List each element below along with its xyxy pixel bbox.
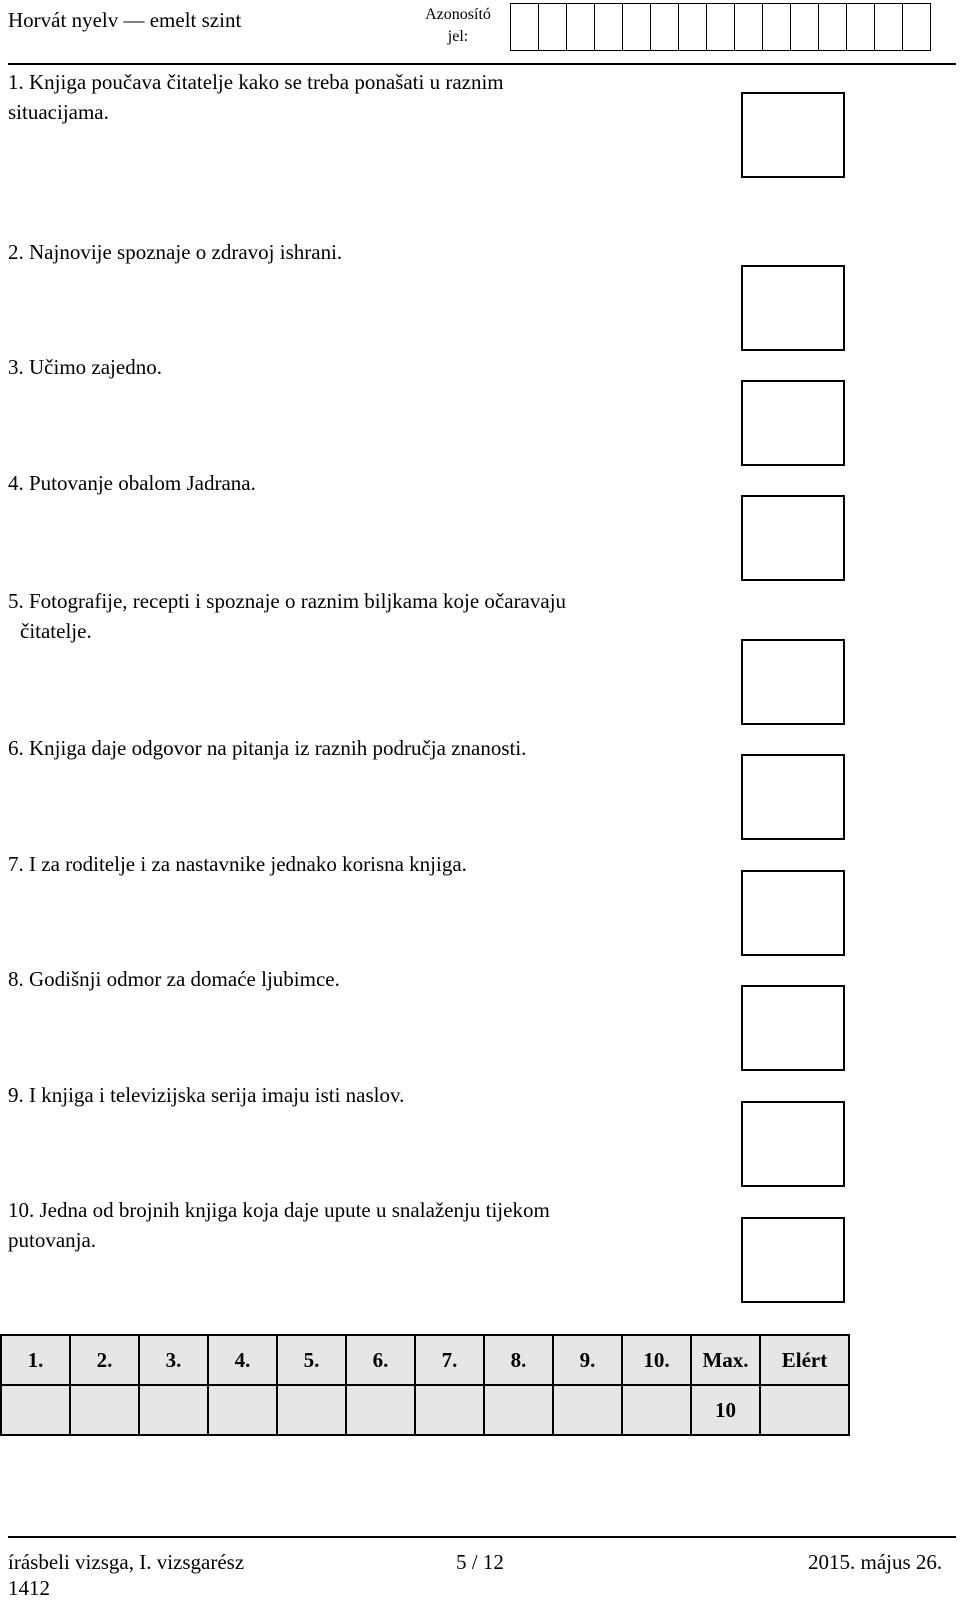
item-2 (8, 237, 708, 267)
answer-box-4[interactable] (741, 495, 845, 581)
id-code-box[interactable] (819, 3, 847, 51)
score-header-cell: Max. (691, 1335, 760, 1385)
item-4-text: 4. Putovanje obalom Jadrana. (8, 471, 256, 495)
score-cell[interactable] (622, 1385, 691, 1435)
item-8-text: 8. Godišnji odmor za domaće ljubimce. (8, 967, 340, 991)
item-9-text: 9. I knjiga i televizijska serija imaju isti naslov. (8, 1083, 405, 1107)
item-9 (8, 1080, 708, 1110)
footer-date: 2015. május 26. (808, 1550, 943, 1574)
id-code-box[interactable] (763, 3, 791, 51)
score-header-cell: 10. (622, 1335, 691, 1385)
item-10 (8, 1195, 708, 1255)
answer-box-6[interactable] (741, 754, 845, 840)
score-header-cell: 2. (70, 1335, 139, 1385)
footer-code: 1412 (8, 1576, 50, 1600)
id-code-box[interactable] (707, 3, 735, 51)
id-code-box[interactable] (651, 3, 679, 51)
score-header-cell: 7. (415, 1335, 484, 1385)
score-cell[interactable] (1, 1385, 70, 1435)
answer-box-10[interactable] (741, 1217, 845, 1303)
score-header-cell: 8. (484, 1335, 553, 1385)
answer-box-5[interactable] (741, 639, 845, 725)
page-header-title: Horvát nyelv — emelt szint (8, 8, 242, 32)
item-1-text: 1. Knjiga poučava čitatelje kako se treba ponašati u raznim (8, 70, 504, 94)
id-code-box[interactable] (567, 3, 595, 51)
item-5 (8, 586, 708, 646)
item-1-text-cont: situacijama. (8, 100, 109, 124)
score-header-cell: 3. (139, 1335, 208, 1385)
answer-box-7[interactable] (741, 870, 845, 956)
item-8 (8, 964, 708, 994)
score-header-cell: 4. (208, 1335, 277, 1385)
header-divider (8, 63, 956, 65)
id-label (418, 4, 498, 48)
score-header-cell: 1. (1, 1335, 70, 1385)
item-2-text: 2. Najnovije spoznaje o zdravoj ishrani. (8, 240, 343, 264)
score-header-row (1, 1335, 849, 1385)
id-code-boxes (510, 3, 931, 51)
score-value-row (1, 1385, 849, 1435)
id-code-box[interactable] (875, 3, 903, 51)
id-code-box[interactable] (903, 3, 931, 51)
item-7 (8, 849, 708, 879)
score-cell[interactable] (553, 1385, 622, 1435)
score-cell[interactable] (208, 1385, 277, 1435)
id-code-box[interactable] (623, 3, 651, 51)
id-label-line2: jel: (447, 28, 469, 45)
item-3-text: 3. Učimo zajedno. (8, 355, 162, 379)
item-5-text-cont: čitatelje. (20, 619, 92, 643)
id-code-box[interactable] (791, 3, 819, 51)
answer-box-9[interactable] (741, 1101, 845, 1187)
item-6 (8, 733, 708, 763)
score-cell[interactable] (415, 1385, 484, 1435)
footer-page-number: 5 / 12 (456, 1550, 504, 1574)
footer-divider (8, 1536, 956, 1538)
score-table (0, 1334, 850, 1436)
score-cell[interactable] (346, 1385, 415, 1435)
answer-box-2[interactable] (741, 265, 845, 351)
item-4 (8, 468, 708, 498)
score-cell[interactable] (277, 1385, 346, 1435)
id-label-line1: Azonosító (425, 6, 491, 23)
score-header-cell: 6. (346, 1335, 415, 1385)
id-code-box[interactable] (595, 3, 623, 51)
score-cell[interactable] (139, 1385, 208, 1435)
score-cell[interactable] (484, 1385, 553, 1435)
id-code-box[interactable] (511, 3, 539, 51)
id-code-box[interactable] (735, 3, 763, 51)
id-code-box[interactable] (679, 3, 707, 51)
score-header-cell: 9. (553, 1335, 622, 1385)
score-achieved-cell[interactable] (760, 1385, 849, 1435)
score-cell[interactable] (70, 1385, 139, 1435)
item-10-text-cont: putovanja. (8, 1228, 97, 1252)
footer-exam-part: írásbeli vizsga, I. vizsgarész (8, 1550, 245, 1574)
item-3 (8, 352, 708, 382)
item-5-text: 5. Fotografije, recepti i spoznaje o raznim biljkama koje očaravaju (8, 589, 567, 613)
item-10-text: 10. Jedna od brojnih knjiga koja daje upute u snalaženju tijekom (8, 1198, 550, 1222)
score-header-cell: Elért (760, 1335, 849, 1385)
score-header-cell: 5. (277, 1335, 346, 1385)
answer-box-3[interactable] (741, 380, 845, 466)
answer-box-1[interactable] (741, 92, 845, 178)
item-6-text: 6. Knjiga daje odgovor na pitanja iz raznih područja znanosti. (8, 736, 527, 760)
answer-box-8[interactable] (741, 985, 845, 1071)
id-code-box[interactable] (539, 3, 567, 51)
item-1 (8, 67, 708, 127)
item-7-text: 7. I za roditelje i za nastavnike jednako korisna knjiga. (8, 852, 467, 876)
score-max-value: 10 (691, 1385, 760, 1435)
id-code-box[interactable] (847, 3, 875, 51)
